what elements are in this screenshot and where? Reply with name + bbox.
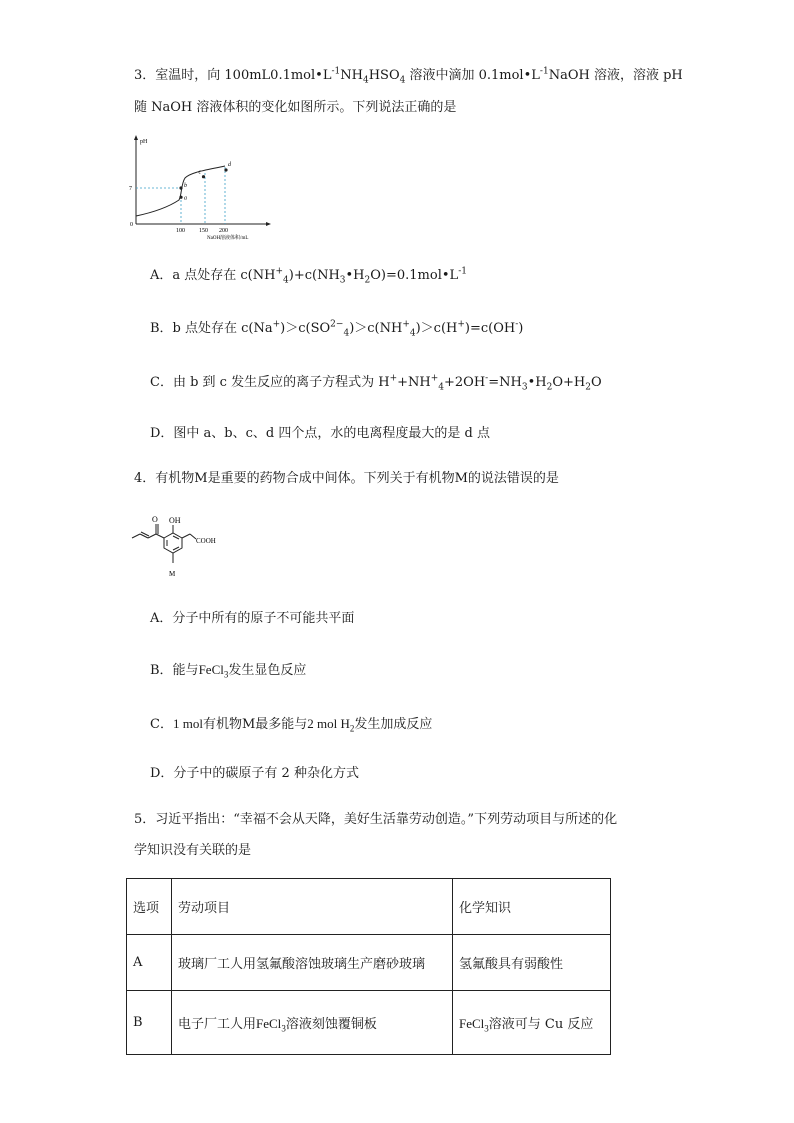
x-tick-label: 100 <box>176 228 185 234</box>
x-axis-arrow <box>266 222 271 226</box>
hydroxyl-label: OH <box>169 516 181 525</box>
q5-table <box>126 878 611 1055</box>
oxygen-label: O <box>152 515 158 524</box>
x-tick-label: 200 <box>219 228 228 234</box>
q3-option-a: A．a 点处存在 $c(NH^+_4)+c(NH_3•H_2O)=0.1mol•L^{-1}$ <box>150 266 467 286</box>
row-a-knowledge: 氢氟酸具有弱酸性 <box>453 935 611 991</box>
q4-option-d: D．分子中的碳原子有 2 种杂化方式 <box>150 766 359 781</box>
header-project: 劳动项目 <box>172 879 453 935</box>
q5-stem-line1: 5．习近平指出：“幸福不会从天降，美好生活靠劳动创造。”下列劳动项目与所述的化 <box>134 812 618 827</box>
q5-stem-line2: 学知识没有关联的是 <box>134 843 252 858</box>
y-axis-arrow <box>134 135 138 140</box>
data-point-d <box>224 168 227 171</box>
row-b-option: B <box>127 991 172 1055</box>
y-tick-label: 7 <box>129 186 132 192</box>
q4-option-a: A．分子中所有的原子不可能共平面 <box>150 611 355 626</box>
table-header-row <box>127 879 611 935</box>
data-point-label-c: c <box>198 169 202 176</box>
q3-option-b: B．b 点处存在 $c(Na^+)>c(SO^{2-}_4)>c(NH^+_4)>c(H^+)=c(OH^-)$ <box>150 319 524 339</box>
q3-option-c: C．由 b 到 c 发生反应的离子方程式为 $H^++NH^+_4+2OH^-=NH_3•H_2O+H_2O$ <box>150 373 602 393</box>
ph-titration-chart <box>125 132 275 240</box>
data-point-label-d: d <box>228 162 231 169</box>
table-row <box>127 991 611 1055</box>
q4-stem: 4．有机物M是重要的药物合成中间体。下列关于有机物M的说法错误的是 <box>134 471 559 486</box>
row-b-project: 电子厂工人用FeCl$_3$溶液刻蚀覆铜板 <box>172 991 453 1055</box>
q3-option-d: D．图中 a、b、c、d 四个点，水的电离程度最大的是 d 点 <box>150 426 490 441</box>
q4-option-c: C．1 mol有机物M最多能与2 mol $H_2$发生加成反应 <box>150 716 433 734</box>
q3-stem-line2: 随 NaOH 溶液体积的变化如图所示。下列说法正确的是 <box>134 100 457 115</box>
data-point-label-a: a <box>184 195 187 202</box>
origin-label: 0 <box>130 222 133 228</box>
data-point-c <box>202 175 205 178</box>
molecule-m-structure <box>128 512 238 582</box>
x-axis-label: NaOH溶液体积/mL <box>207 236 249 240</box>
row-a-project: 玻璃厂工人用氢氟酸溶蚀玻璃生产磨砂玻璃 <box>172 935 453 991</box>
row-b-knowledge: FeCl$_3$溶液可与 Cu 反应 <box>453 991 611 1055</box>
molecule-name-label: M <box>169 570 176 578</box>
q4-option-b: B．能与FeCl$_3$发生显色反应 <box>150 662 307 680</box>
carboxyl-label: COOH <box>196 537 216 545</box>
header-option: 选项 <box>127 879 172 935</box>
row-a-option: A <box>127 935 172 991</box>
data-point-label-b: b <box>184 183 187 190</box>
x-tick-label: 150 <box>199 228 208 234</box>
data-point-b <box>179 186 182 189</box>
y-axis-label: pH <box>140 139 148 145</box>
titration-curve <box>136 166 225 216</box>
data-point-a <box>179 196 182 199</box>
table-row <box>127 935 611 991</box>
header-knowledge: 化学知识 <box>453 879 611 935</box>
q3-stem-line1: 3．室温时，向 $100mL0.1mol•L^{-1}NH_4HSO_4$ 溶液中滴加 $0.1mol•L^{-1}NaOH$ 溶液，溶液 pH <box>134 66 683 86</box>
